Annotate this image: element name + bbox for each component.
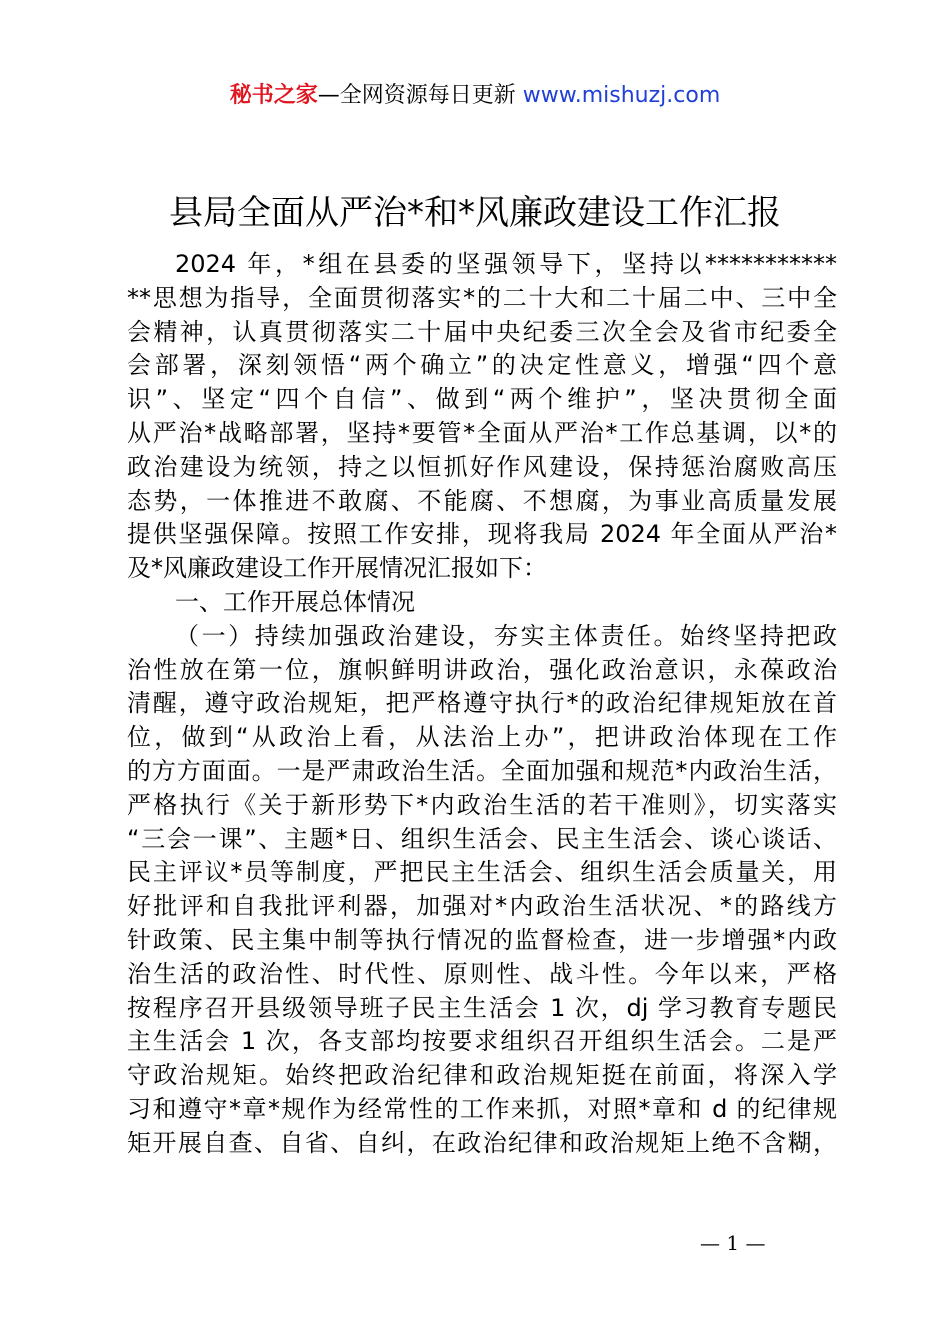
body-line: 民主评议*员等制度，严把民主生活会、组织生活会质量关，用 [127, 858, 837, 887]
body-line: “三会一课”、主题*日、组织生活会、民主生活会、谈心谈话、 [127, 824, 837, 853]
body-line: 政治建设为统领，持之以恒抓好作风建设，保持惩治腐败高压 [127, 452, 837, 481]
body-line: 治生活的政治性、时代性、原则性、战斗性。今年以来，严格 [127, 959, 837, 988]
body-line: 矩开展自查、自省、自纠，在政治纪律和政治规矩上绝不含糊， [127, 1128, 837, 1157]
body-line: 主生活会 1 次，各支部均按要求组织召开组织生活会。二是严 [127, 1027, 837, 1056]
body-line: 严格执行《关于新形势下*内政治生活的若干准则》，切实落实 [127, 790, 837, 819]
body-line: 从严治*战略部署，坚持*要管*全面从严治*工作总基调，以*的 [127, 418, 837, 447]
body-line: **思想为指导，全面贯彻落实*的二十大和二十届二中、三中全 [127, 283, 837, 312]
page-number: — 1 — [700, 1231, 766, 1255]
banner-url[interactable]: www.mishuzj.com [522, 83, 721, 108]
body-line: 及*风廉政建设工作开展情况汇报如下： [127, 554, 547, 583]
body-line: 会部署，深刻领悟“两个确立”的决定性意义，增强“四个意 [127, 351, 837, 380]
banner-brand: 秘书之家 [229, 83, 318, 108]
body-line: 会精神，认真贯彻落实二十届中央纪委三次全会及省市纪委全 [127, 317, 837, 346]
body-line: 治性放在第一位，旗帜鲜明讲政治，强化政治意识，永葆政治 [127, 655, 837, 684]
section-heading: 一、工作开展总体情况 [175, 587, 415, 616]
body-line: 提供坚强保障。按照工作安排，现将我局 2024 年全面从严治* [127, 520, 837, 549]
site-banner [0, 80, 950, 112]
document-body [127, 218, 837, 1161]
body-line: 好批评和自我批评利器，加强对*内政治生活状况、*的路线方 [127, 892, 837, 921]
body-line: 2024 年，*组在县委的坚强领导下，坚持以*********** [175, 250, 837, 278]
body-line: 态势，一体推进不敢腐、不能腐、不想腐，为事业高质量发展 [127, 486, 837, 515]
subsection-heading-line: （一）持续加强政治建设，夯实主体责任。始终坚持把政 [175, 621, 837, 650]
body-line: 的方方面面。一是严肃政治生活。全面加强和规范*内政治生活， [127, 756, 837, 785]
body-line: 按程序召开县级领导班子民主生活会 1 次，dj 学习教育专题民 [127, 993, 837, 1022]
body-line: 针政策、民主集中制等执行情况的监督检查，进一步增强*内政 [127, 925, 837, 954]
body-line: 位，做到“从政治上看，从法治上办”，把讲政治体现在工作 [127, 723, 837, 752]
document-title: 县局全面从严治*和*风廉政建设工作汇报 [169, 193, 781, 233]
body-line: 识”、坚定“四个自信”、做到“两个维护”，坚决贯彻全面 [127, 385, 837, 414]
body-line: 习和遵守*章*规作为经常性的工作来抓，对照*章和 d 的纪律规 [127, 1094, 837, 1123]
body-line: 清醒，遵守政治规矩，把严格遵守执行*的政治纪律规矩放在首 [127, 689, 837, 718]
body-line: 守政治规矩。始终把政治纪律和政治规矩挺在前面，将深入学 [127, 1061, 837, 1090]
banner-slogan: —全网资源每日更新 [317, 83, 523, 108]
